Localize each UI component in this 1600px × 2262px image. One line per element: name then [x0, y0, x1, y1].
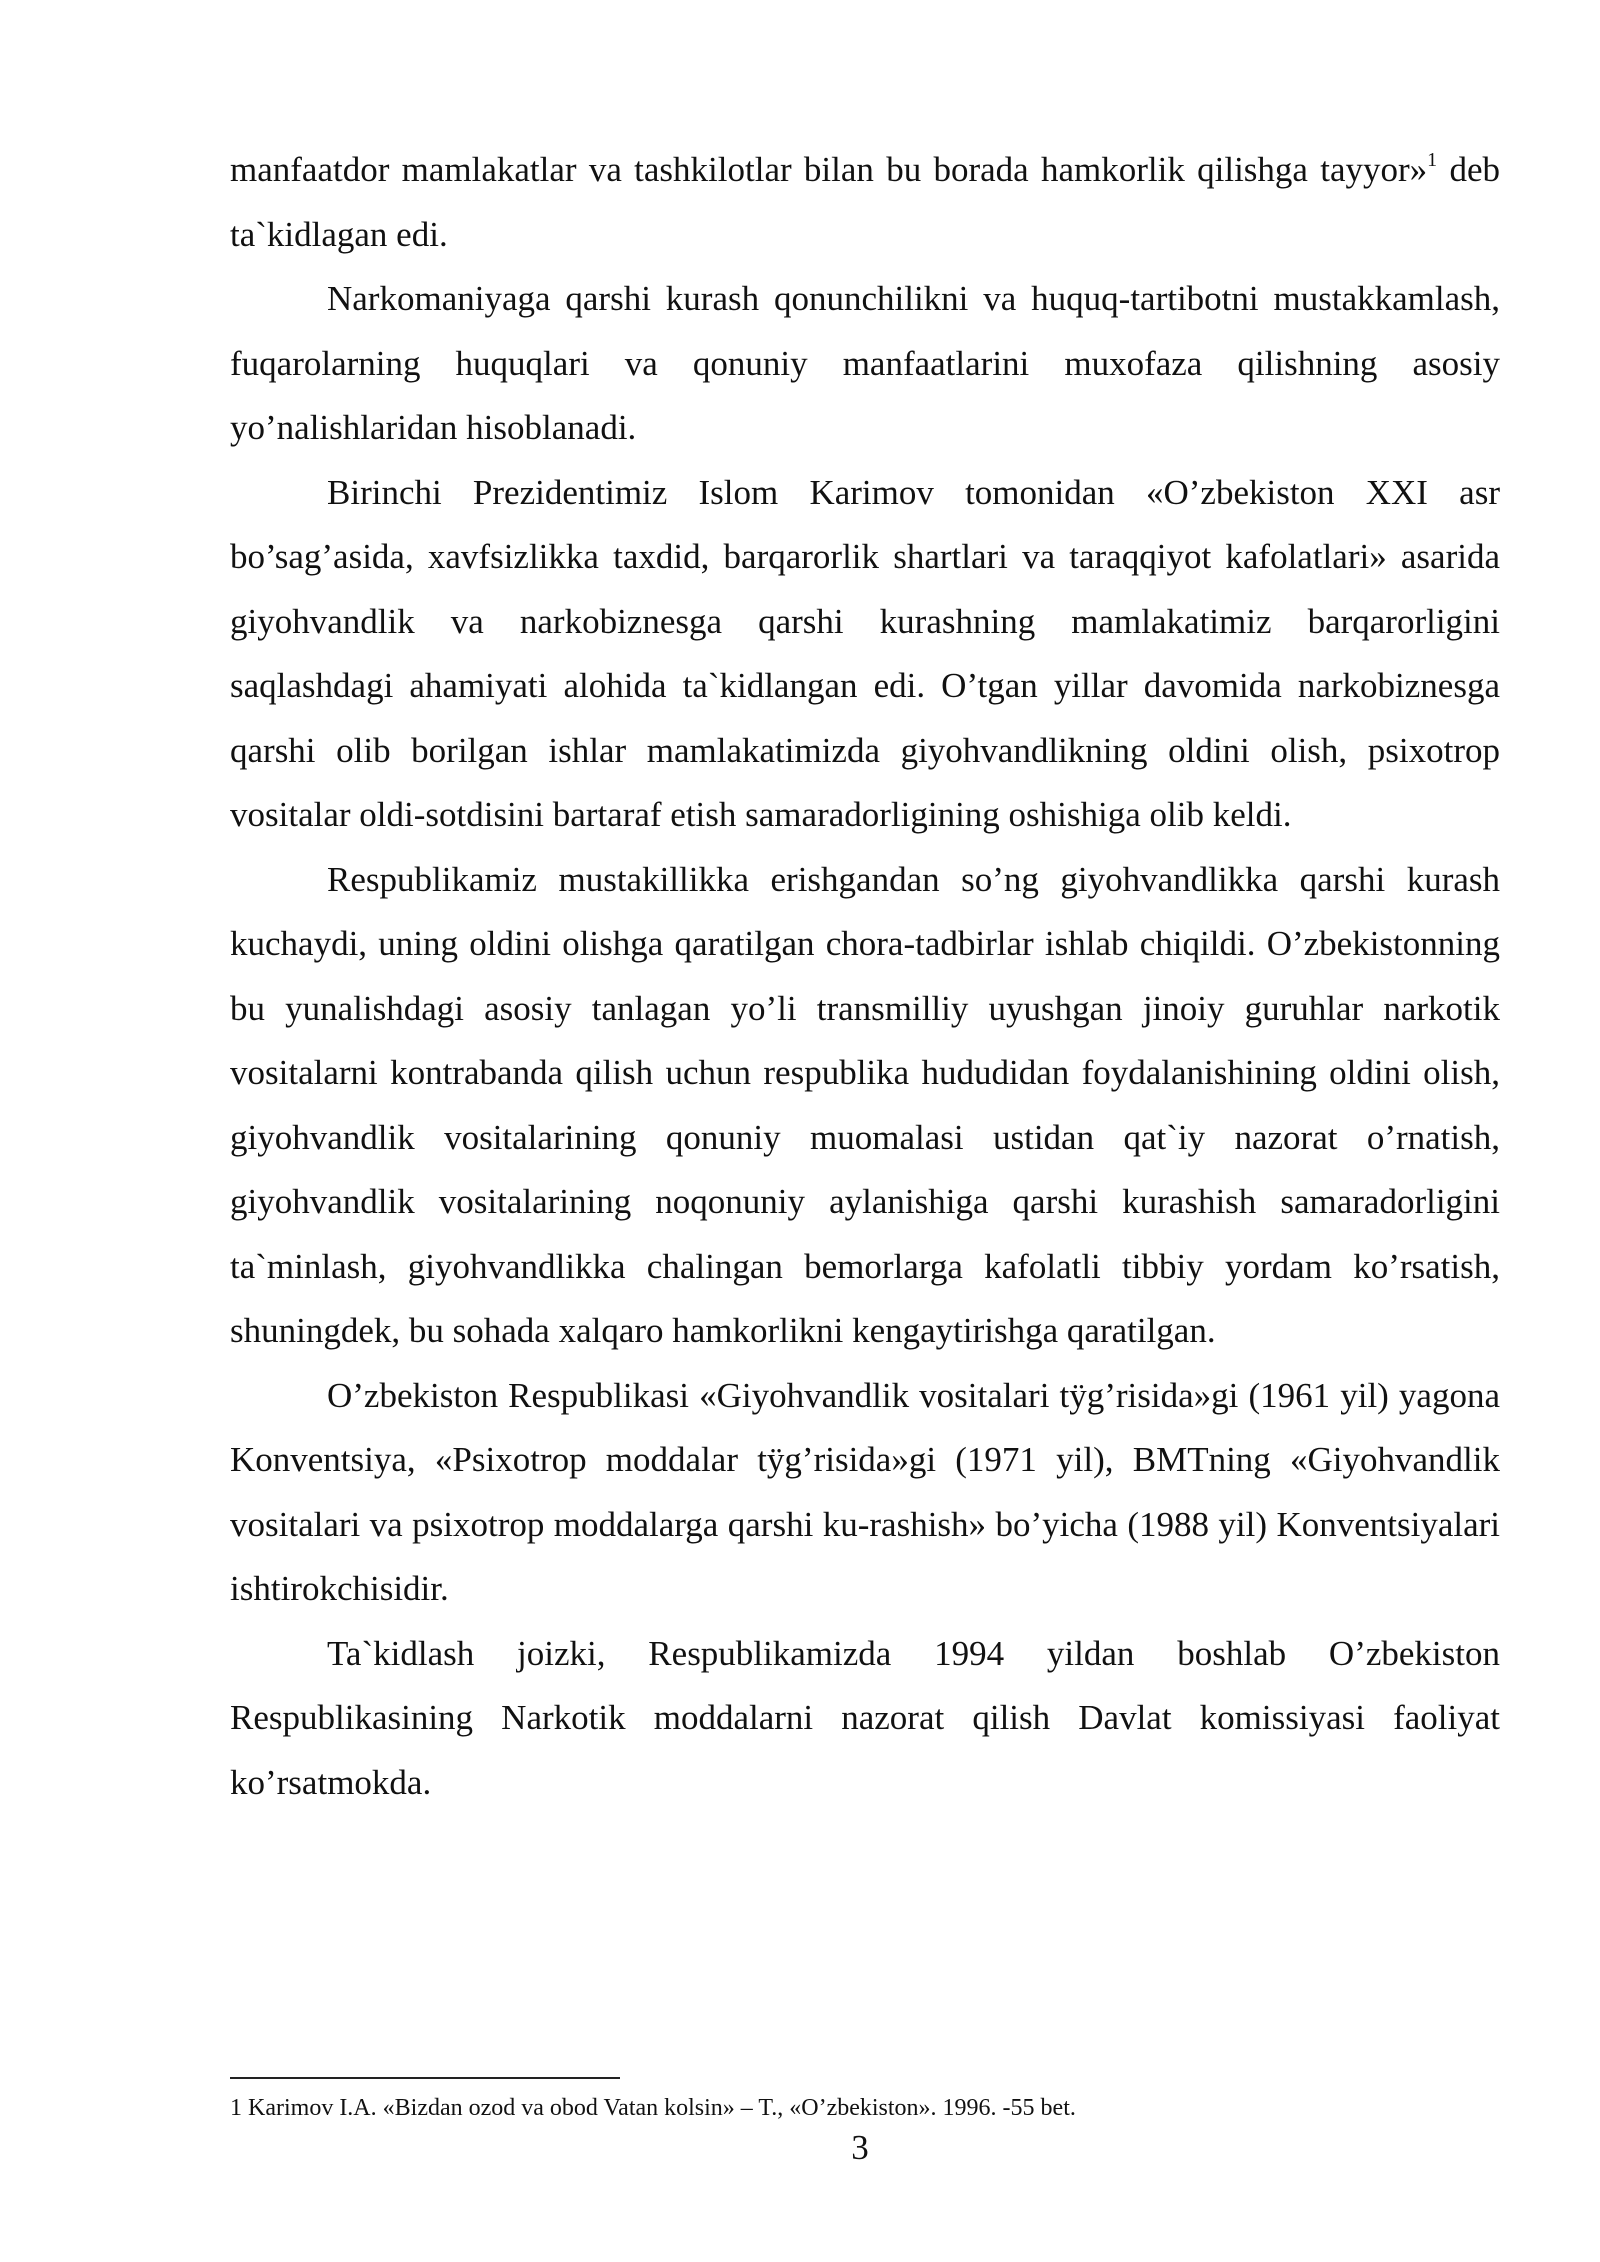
page-number: 3	[851, 2128, 869, 2167]
paragraph: Birinchi Prezidentimiz Islom Karimov tomonidan «O’zbekiston XXI asr bo’sag’asida, xavfsizlikka taxdid, barqarorlik shartlari va taraqqiyot kafolatlari» asarida giyohvandlik va narkobiznesga qarshi kurashning mamlakatimiz barqarorligini saqlashdagi ahamiyati alohida ta`kidlangan edi. O’tgan yillar davomida narkobiznesga qarshi olib borilgan ishlar mamlakatimizda giyohvandlikning oldini olish, psixotrop vositalar oldi-sotdisini bartaraf etish samaradorligining oshishiga olib keldi.	[230, 472, 1500, 834]
paragraph: Respublikamiz mustakillikka erishgandan so’ng giyohvandlikka qarshi kurash kuchaydi, uning oldini olishga qaratilgan chora-tadbirlar ishlab chiqildi. O’zbekistonning bu yunalishdagi asosiy tanlagan yo’li transmilliy uyushgan jinoiy guruhlar narkotik vositalarni kontrabanda qilish uchun respublika hududidan foydalanishining oldini olish, giyohvandlik vositalarining qonuniy muomalasi ustidan qat`iy nazorat o’rnatish, giyohvandlik vositalarining noqonuniy aylanishiga qarshi kurashish samaradorligini ta`minlash, giyohvandlikka chalingan bemorlarga kafolatli tibbiy yordam ko’rsatish, shuningdek, bu sohada xalqaro hamkorlikni kengaytirishga qaratilgan.	[230, 859, 1500, 1350]
footnote-reference[interactable]: 1	[1427, 149, 1438, 171]
body-text	[230, 138, 1500, 1815]
paragraph-text: deb ta`kidlagan edi.	[230, 150, 1500, 254]
paragraph-continuation	[230, 138, 1500, 267]
paragraph: O’zbekiston Respublikasi «Giyohvandlik vositalari tÿg’risida»gi (1961 yil) yagona Konventsiya, «Psixotrop moddalar tÿg’risida»gi (1971 yil), BMTning «Giyohvandlik vositalari va psixotrop moddalarga qarshi ku-rashish» bo’yicha (1988 yil) Konventsiyalari ishtirokchisidir.	[230, 1375, 1500, 1608]
footnote-divider	[230, 2077, 620, 2079]
paragraph-text: manfaatdor mamlakatlar va tashkilotlar bilan bu borada hamkorlik qilishga tayyor»	[230, 150, 1428, 189]
footnote: 1 Karimov I.A. «Bizdan ozod va obod Vatan kolsin» – T., «O’zbekiston». 1996. -55 bet.	[230, 2095, 1076, 2121]
paragraph: Narkomaniyaga qarshi kurash qonunchilikni va huquq-tartibotni mustakkamlash, fuqarolarning huquqlari va qonuniy manfaatlarini muxofaza qilishning asosiy yo’nalishlaridan hisoblanadi.	[230, 279, 1500, 447]
paragraph: Ta`kidlash joizki, Respublikamizda 1994 yildan boshlab O’zbekiston Respublikasining Narkotik moddalarni nazorat qilish Davlat komissiyasi faoliyat ko’rsatmokda.	[230, 1633, 1500, 1802]
